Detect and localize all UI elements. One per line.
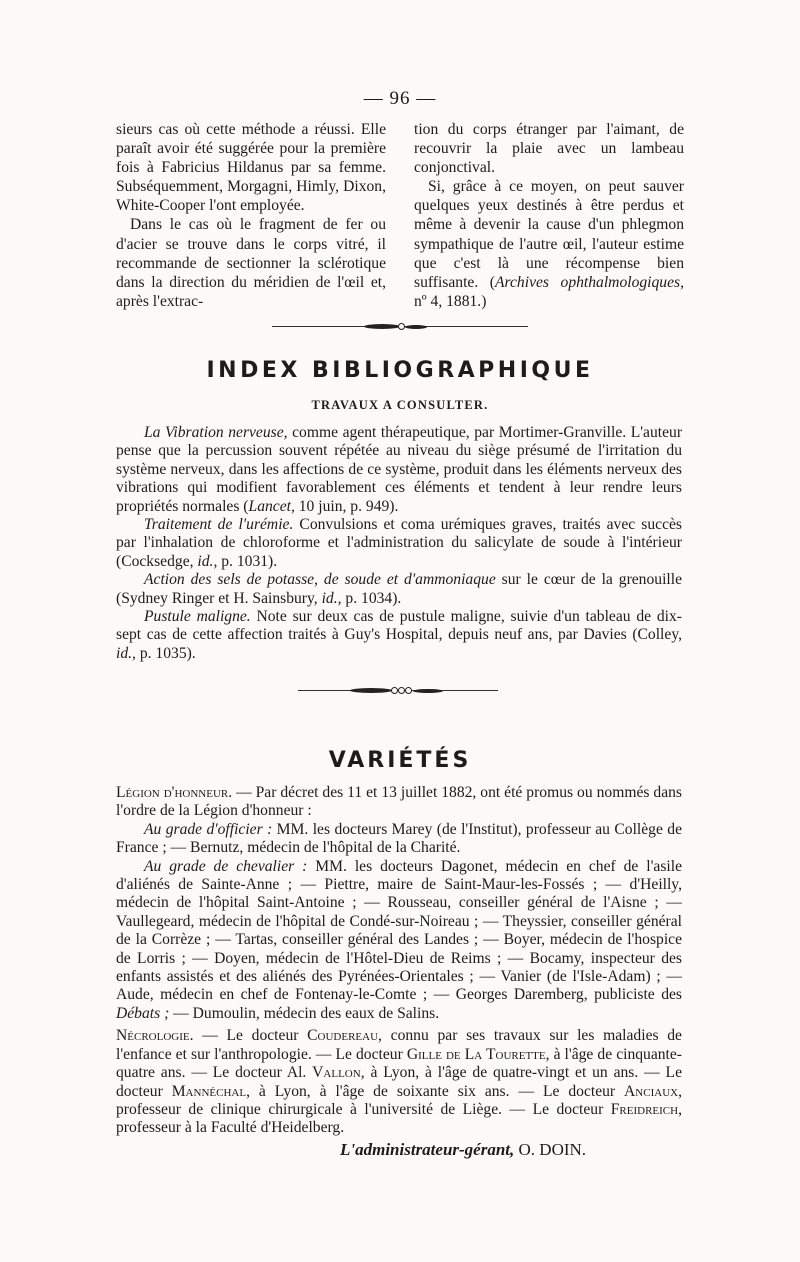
index-entry: Pustule maligne. Note sur deux cas de pustule maligne, suivie d'un tableau de dix-sept cas de cette affection traités à Guy's Hospital, depuis neuf ans, par Davies (Colley, id., p. 1035). xyxy=(116,608,682,662)
necrologie-label: Nécrologie. xyxy=(116,1027,194,1045)
signature-role: L'administrateur-gérant, xyxy=(340,1140,515,1159)
ornamental-rule-1 xyxy=(272,322,528,332)
signature xyxy=(340,1140,586,1160)
index-entry: Action des sels de potasse, de soude et d'ammoniaque sur le cœur de la grenouille (Sydney Ringer et H. Sainsbury, id., p. 1034). xyxy=(116,571,682,607)
index-title: INDEX BIBLIOGRAPHIQUE xyxy=(206,358,594,383)
index-entries xyxy=(116,424,682,663)
officier-paragraph: Au grade d'officier : MM. les docteurs Marey (de l'Institut), professeur au Collège de France ; — Bernutz, médecin de l'hôpital de la Charité. xyxy=(116,820,682,857)
varietes-title: VARIÉTÉS xyxy=(328,748,472,773)
left-paragraph-1: sieurs cas où cette méthode a réussi. Elle paraît avoir été suggérée pour la première fois à Fabricius Hildanus par sa femme. Subséquemment, Morgagni, Himly, Dixon, White-Cooper l'ont employée. xyxy=(116,121,386,215)
index-subtitle: TRAVAUX A CONSULTER. xyxy=(311,398,489,412)
necrologie-paragraph: Nécrologie. — Le docteur Coudereau, connu par ses travaux sur les maladies de l'enfance et sur l'anthropologie. — Le docteur Gille de La Tourette, à l'âge de cinquante-quatre ans. — Le docteur Al. Vallon, à Lyon, à l'âge de quatre-vingt et un ans. — Le docteur Mannéchal, à Lyon, à l'âge de soixante six ans. — Le docteur Anciaux, professeur de clinique chirurgicale à l'université de Liège. — Le docteur Freidreich, professeur à la Faculté d'Heidelberg. xyxy=(116,1027,682,1137)
legion-paragraph: Légion d'honneur. — Par décret des 11 et 13 juillet 1882, ont été promus ou nommés dans l'ordre de la Légion d'honneur : xyxy=(116,784,682,820)
source-citation: Archives ophthalmologiques xyxy=(495,273,681,291)
right-column xyxy=(414,120,684,311)
right-paragraph-1: tion du corps étranger par l'aimant, de recouvrir la plaie avec un lambeau conjonctival. xyxy=(414,121,684,177)
index-entry: Traitement de l'urémie. Convulsions et coma urémiques graves, traités avec succès par l'inhalation de chloroforme et l'administration du salicylate de soude à l'intérieur (Cocksedge, id., p. 1031). xyxy=(116,516,682,570)
index-entry: La Vibration nerveuse, comme agent thérapeutique, par Mortimer-Granville. L'auteur pense que la percussion souvent répétée au niveau du siège présumé de l'irritation du système nerveux, dans les affections de ce système, produit dans les éléments nerveux des vibrations qui modifient favorablement ces éléments et tendent à leur rendre leurs propriétés normales (Lancet, 10 juin, p. 949). xyxy=(116,424,683,515)
varietes-section xyxy=(116,784,682,1138)
page-number: — 96 — xyxy=(363,88,437,109)
right-paragraph-2: Si, grâce à ce moyen, on peut sauver quelques yeux destinés à être perdus et même à devenir la cause d'un phlegmon sympathique de l'autre œil, l'auteur estime que c'est là une récompense bien suffisante. (Archives ophthalmologiques, nº 4, 1881.) xyxy=(414,178,684,310)
left-column xyxy=(116,120,386,311)
chevalier-paragraph: Au grade de chevalier : MM. les docteurs Dagonet, médecin en chef de l'asile d'aliénés de Sainte-Anne ; — Piettre, maire de Saint-Maur-les-Fossés ; — d'Heilly, médecin de l'hôpital Saint-Antoine ; — Rousseau, conseiller général de l'Aisne ; — Vaullegeard, médecin de l'hôpital de Condé-sur-Noireau ; — Theyssier, conseiller général de la Corrèze ; — Tartas, conseiller général des Landes ; — Boyer, médecin de l'hospice de Lorris ; — Doyen, médecin de l'Hôtel-Dieu de Reims ; — Bocamy, inspecteur des enfants assistés et des aliénés des Pyrénées-Orientales ; — Vanier (de l'Isle-Adam) ; — Aude, médecin en chef de Fontenay-le-Comte ; — Georges Daremberg, publiciste des Débats ; — Dumoulin, médecin des eaux de Salins. xyxy=(116,857,682,1022)
legion-label: Légion d'honneur. xyxy=(116,784,233,801)
signature-name: O. DOIN. xyxy=(514,1140,587,1159)
left-paragraph-2: Dans le cas où le fragment de fer ou d'acier se trouve dans le corps vitré, il recommande de sectionner la sclérotique dans la direction du méridien de l'œil et, après l'extrac- xyxy=(116,216,386,310)
ornamental-rule-2 xyxy=(298,686,498,696)
two-column-text xyxy=(116,120,684,311)
